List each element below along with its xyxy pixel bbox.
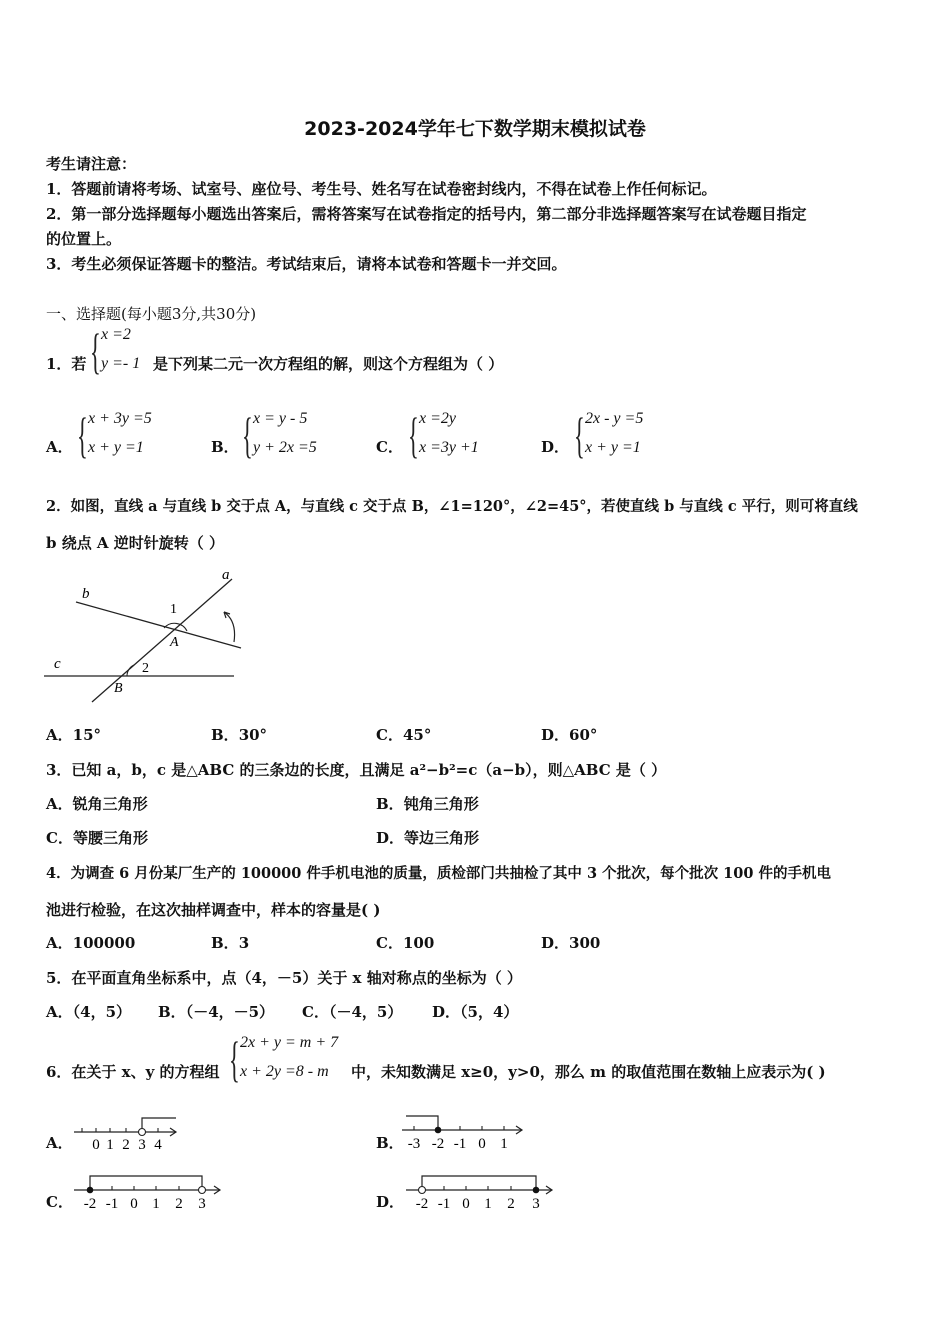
q1-option-line: x + y =1 [88,439,144,456]
q5-option-text: （5，4） [460,1003,519,1021]
q1-option-line: x =3y +1 [419,439,479,456]
tick-label: -3 [407,1136,421,1152]
q2-option-label: B． [211,726,239,744]
notice-item: 3．考生必须保证答题卡的整洁。考试结束后，请将本试卷和答题卡一并交回。 [46,255,567,273]
q4-option-text: 300 [569,934,601,952]
q1-option-line: x + 3y =5 [88,410,152,427]
q1-option-label: D． [541,438,570,456]
tick-label: 3 [138,1137,146,1153]
q2-option-text: 60° [569,726,598,744]
q1-option-line: x =2y [419,410,456,427]
tick-label: -1 [105,1196,119,1212]
q6-option-label: D． [376,1193,405,1211]
q1-sys-line: y =- 1 [101,355,141,372]
q6-numberline-b [400,1110,530,1154]
q4-option-label: C． [376,934,403,952]
q3-option-text: 锐角三角形 [72,795,148,813]
brace-icon: { [408,407,419,463]
q6-text: 中，未知数满足 x≥0，y>0，那么 m 的取值范围在数轴上应表示为( ) [351,1063,826,1081]
line-a [92,579,232,702]
q5-option-text: （－4，－5） [185,1003,275,1021]
q1-option-label: A． [46,438,73,456]
q6-numberline-c [72,1168,227,1214]
notice-item: 的位置上。 [46,230,122,248]
q4-option-text: 100 [402,934,435,952]
tick-label: -2 [415,1196,429,1212]
notice-item: 1．答题前请将考场、试室号、座位号、考生号、姓名写在试卷密封线内，不得在试卷上作任何标记。 [46,180,717,198]
q5-option-label: B． [158,1003,186,1021]
brace-icon: { [229,1031,240,1087]
tick-label: 4 [154,1137,162,1153]
tick-label: 2 [122,1137,130,1153]
q3-option-label: B． [376,795,404,813]
tick-label: -1 [437,1196,451,1212]
q3-option-label: C． [46,829,73,847]
tick-label: 2 [175,1196,183,1212]
tick-label: 3 [532,1196,540,1212]
tick-label: -2 [431,1136,445,1152]
q5-option-text: （－4，5） [328,1003,403,1021]
brace-icon: { [574,407,585,463]
q1-prefix: 1．若 [46,355,87,373]
tick-label: 1 [484,1196,492,1212]
label-B: B [114,681,123,696]
q1-option-line: y + 2x =5 [253,439,317,456]
q4-option-label: B． [211,934,239,952]
tick-label: -1 [453,1136,467,1152]
q4-option-label: A． [46,934,73,952]
q2-figure [44,565,249,705]
q3-option-label: A． [46,795,73,813]
tick-label: 0 [92,1137,100,1153]
label-b: b [82,586,90,602]
label-A: A [170,635,179,650]
tick-label: 1 [500,1136,508,1152]
q2-option-text: 30° [238,726,268,744]
q2-text: b 绕点 A 逆时针旋转（ ） [46,534,225,552]
q4-option-text: 3 [238,934,250,952]
notice-heading: 考生请注意： [46,155,137,173]
tick-label: 3 [198,1196,206,1212]
brace-icon: { [242,407,253,463]
tick-label: 0 [462,1196,470,1212]
q6-numberline-a [72,1112,182,1154]
q6-option-label: B． [376,1134,404,1152]
tick-label: 0 [130,1196,138,1212]
q1-option-line: 2x - y =5 [585,410,644,427]
page-title: 2023-2024学年七下数学期末模拟试卷 [304,118,646,140]
q6-sys-line: x + 2y =8 - m [240,1063,329,1080]
tick-label: -2 [83,1196,97,1212]
q1-option-label: C． [376,438,403,456]
line-b [76,602,241,648]
q2-option-text: 45° [402,726,432,744]
tick-label: 1 [106,1137,114,1153]
q6-option-label: A． [46,1134,73,1152]
q3-option-text: 等腰三角形 [72,829,148,847]
q1-option-line: x + y =1 [585,439,641,456]
q2-option-label: C． [376,726,403,744]
q4-text: 4．为调查 6 月份某厂生产的 100000 件手机电池的质量，质检部门共抽检了其中 3 个批次，每个批次 100 件的手机电 [46,865,831,882]
q2-option-label: D． [541,726,570,744]
q6-sys-line: 2x + y = m + 7 [240,1034,339,1051]
q2-option-label: A． [46,726,73,744]
q6-option-label: C． [46,1193,73,1211]
q3-option-text: 钝角三角形 [403,795,479,813]
q6-numberline-d [404,1168,559,1214]
q1-option-line: x = y - 5 [253,410,308,427]
tick-label: 2 [507,1196,515,1212]
brace-icon: { [90,323,101,379]
label-a: a [222,567,230,583]
q5-option-label: D． [432,1003,461,1021]
q5-option-text: （4，5） [72,1003,132,1021]
notice-item: 2．第一部分选择题每小题选出答案后，需将答案写在试卷指定的括号内，第二部分非选择题答案写在试卷题目指定 [46,205,807,223]
q3-option-text: 等边三角形 [404,829,480,847]
label-angle-1: 1 [170,602,177,617]
q1-sys-line: x =2 [101,326,131,343]
q3-text: 3．已知 a，b，c 是△ABC 的三条边的长度，且满足 a²−b²=c（a−b），则△ABC 是（ ） [46,761,667,779]
q6-prefix: 6．在关于 x、y 的方程组 [46,1063,220,1081]
q3-option-label: D． [376,829,405,847]
tick-label: 1 [152,1196,160,1212]
q4-option-text: 100000 [72,934,136,952]
q5-option-label: A． [46,1003,73,1021]
q5-text: 5．在平面直角坐标系中，点（4，－5）关于 x 轴对称点的坐标为（ ） [46,969,522,987]
q5-option-label: C． [302,1003,329,1021]
q2-option-text: 15° [72,726,102,744]
label-c: c [54,656,61,672]
brace-icon: { [77,407,88,463]
q4-text: 池进行检验，在这次抽样调查中，样本的容量是( ) [46,901,381,919]
tick-label: 0 [478,1136,486,1152]
q1-option-label: B． [211,438,239,456]
label-angle-2: 2 [142,661,149,676]
q1-text: 是下列某二元一次方程组的解，则这个方程组为（ ） [153,355,504,373]
q4-option-label: D． [541,934,570,952]
q2-text: 2．如图，直线 a 与直线 b 交于点 A，与直线 c 交于点 B，∠1=120°，∠2=45°，若使直线 b 与直线 c 平行，则可将直线 [46,498,858,515]
section-heading: 一、选择题(每小题3分,共30分) [46,305,257,323]
